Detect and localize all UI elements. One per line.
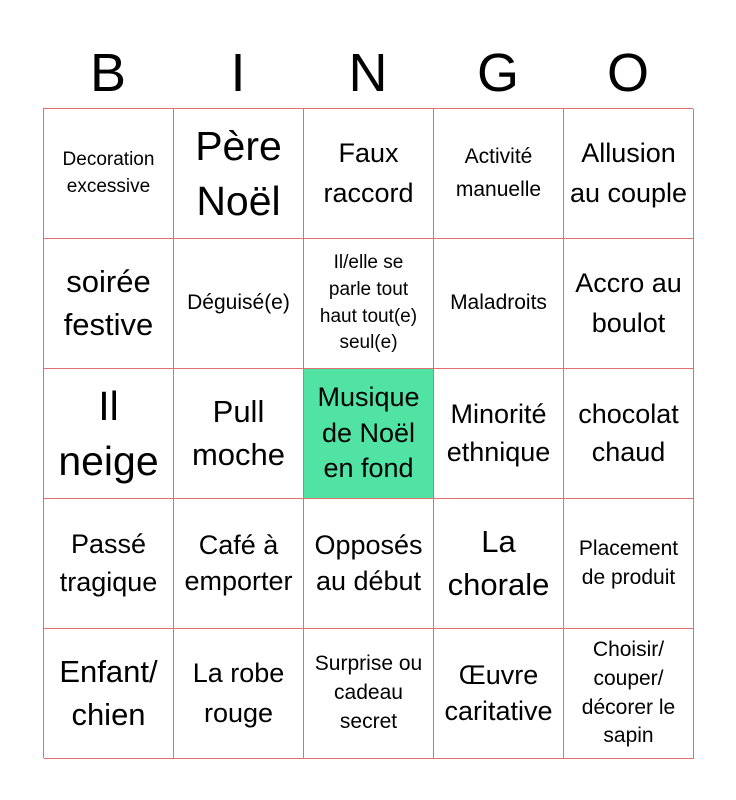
bingo-cell[interactable] bbox=[304, 499, 434, 629]
bingo-header bbox=[43, 38, 693, 108]
cell-label: Faux raccord bbox=[323, 138, 414, 208]
header-letter-i: I bbox=[230, 43, 246, 103]
cell-label: Choisir/ couper/ décorer le sapin bbox=[581, 637, 676, 748]
cell-label: Surprise ou cadeau secret bbox=[314, 652, 423, 733]
cell-label: Musique de Noël en fond bbox=[317, 382, 420, 484]
header-letter-b: B bbox=[89, 43, 127, 103]
bingo-cell[interactable] bbox=[44, 499, 174, 629]
cell-label: Passé tragique bbox=[59, 529, 158, 597]
bingo-cell[interactable] bbox=[434, 499, 564, 629]
bingo-cell[interactable] bbox=[434, 629, 564, 759]
cell-label: Déguisé(e) bbox=[187, 291, 290, 315]
bingo-cell[interactable] bbox=[304, 239, 434, 369]
bingo-cell[interactable] bbox=[564, 499, 694, 629]
bingo-free-cell[interactable] bbox=[304, 369, 434, 499]
bingo-cell[interactable] bbox=[564, 239, 694, 369]
cell-label: Accro au boulot bbox=[575, 268, 682, 338]
bingo-cell[interactable] bbox=[304, 109, 434, 239]
cell-label: soirée festive bbox=[63, 263, 154, 342]
cell-label: La robe rouge bbox=[192, 658, 285, 728]
bingo-cell[interactable] bbox=[44, 629, 174, 759]
cell-label: Decoration excessive bbox=[62, 148, 155, 197]
header-letter-o: O bbox=[606, 43, 649, 103]
bingo-cell[interactable] bbox=[564, 109, 694, 239]
bingo-cell[interactable] bbox=[434, 109, 564, 239]
bingo-cell[interactable] bbox=[44, 239, 174, 369]
cell-label: Activité manuelle bbox=[455, 144, 542, 201]
cell-label: Œuvre caritative bbox=[444, 659, 553, 726]
cell-label: chocolat chaud bbox=[578, 399, 679, 467]
header-letter-g: G bbox=[476, 43, 519, 103]
bingo-cell[interactable] bbox=[564, 629, 694, 759]
bingo-cell[interactable] bbox=[304, 629, 434, 759]
bingo-cell[interactable] bbox=[434, 239, 564, 369]
bingo-cell[interactable] bbox=[44, 369, 174, 499]
cell-label: Placement de produit bbox=[578, 536, 679, 589]
header-letter-n: N bbox=[348, 43, 388, 103]
cell-label: Enfant/ chien bbox=[59, 653, 158, 732]
cell-label: Café à emporter bbox=[184, 529, 293, 596]
bingo-cell[interactable] bbox=[174, 369, 304, 499]
cell-label: Allusion au couple bbox=[569, 138, 688, 208]
bingo-cell[interactable] bbox=[564, 369, 694, 499]
cell-label: Maladroits bbox=[450, 291, 547, 315]
bingo-cell[interactable] bbox=[434, 369, 564, 499]
cell-label: Il/elle se parle tout haut tout(e) seul(e) bbox=[319, 252, 418, 354]
cell-label: Pull moche bbox=[191, 393, 286, 472]
cell-label: Minorité ethnique bbox=[446, 399, 551, 467]
bingo-cell[interactable] bbox=[44, 109, 174, 239]
bingo-cell[interactable] bbox=[174, 499, 304, 629]
cell-label: Père Noël bbox=[195, 122, 282, 224]
cell-label: Il neige bbox=[58, 382, 159, 484]
bingo-cell[interactable] bbox=[174, 109, 304, 239]
cell-label: Opposés au début bbox=[314, 529, 423, 596]
cell-label: La chorale bbox=[447, 523, 550, 602]
bingo-grid bbox=[43, 108, 693, 758]
bingo-cell[interactable] bbox=[174, 629, 304, 759]
bingo-cell[interactable] bbox=[174, 239, 304, 369]
